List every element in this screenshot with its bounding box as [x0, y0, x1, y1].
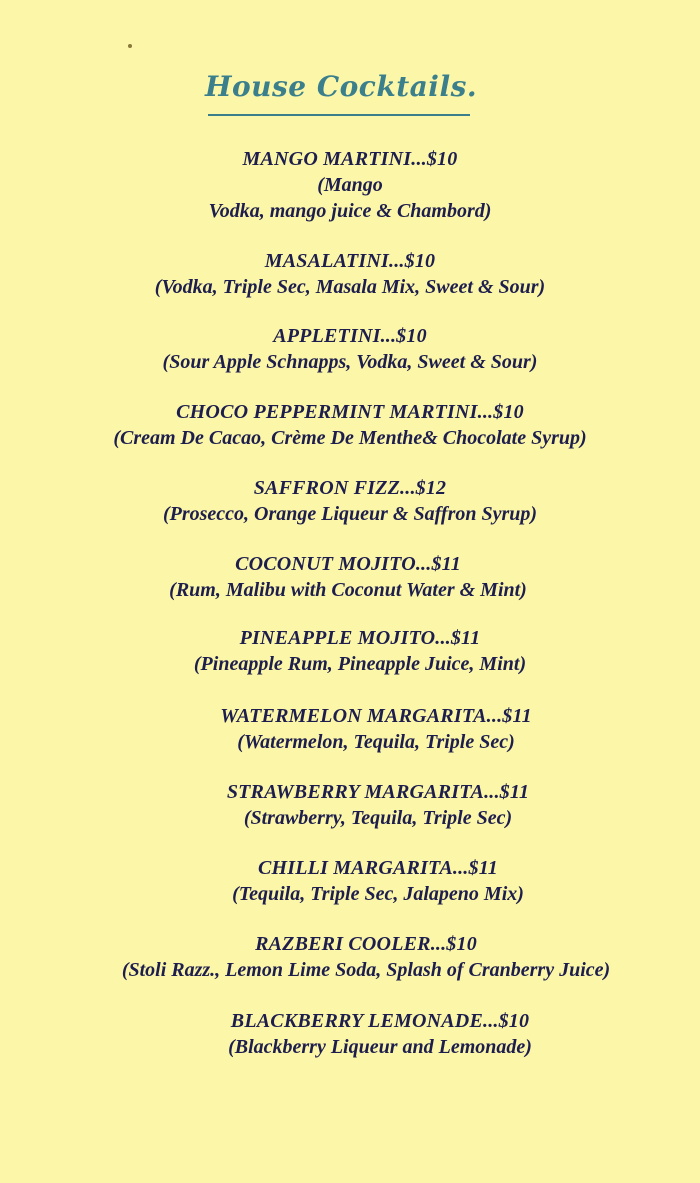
item-description: (Watermelon, Tequila, Triple Sec) — [237, 731, 515, 753]
item-description: (Mango — [317, 174, 383, 196]
item-description: (Pineapple Rum, Pineapple Juice, Mint) — [193, 653, 527, 675]
item-description: (Tequila, Triple Sec, Jalapeno Mix) — [232, 883, 524, 905]
menu-item-chilli-margarita — [28, 855, 700, 907]
menu-item-mango-martini — [0, 146, 700, 224]
item-name: CHOCO PEPPERMINT MARTINI...$10 — [176, 401, 524, 423]
item-description: (Rum, Malibu with Coconut Water & Mint) — [169, 579, 527, 601]
menu-item-saffron-fizz — [0, 475, 700, 527]
item-description: (Prosecco, Orange Liqueur & Saffron Syrup) — [162, 503, 538, 525]
item-description: Vodka, mango juice & Chambord) — [208, 200, 492, 222]
title-underline — [208, 114, 470, 116]
menu-item-masalatini — [0, 248, 700, 300]
item-description: (Vodka, Triple Sec, Masala Mix, Sweet & Sour) — [154, 276, 546, 298]
item-name: BLACKBERRY LEMONADE...$10 — [230, 1010, 530, 1032]
menu-item-appletini — [0, 323, 700, 375]
menu-item-strawberry-margarita — [28, 779, 700, 831]
menu-title: House Cocktails. — [205, 70, 478, 103]
item-description: (Cream De Cacao, Crème De Menthe& Chocolate Syrup) — [113, 427, 587, 449]
item-description: (Strawberry, Tequila, Triple Sec) — [243, 807, 513, 829]
item-name: WATERMELON MARGARITA...$11 — [220, 705, 532, 727]
menu-item-choco-peppermint-martini — [0, 399, 700, 451]
menu-item-blackberry-lemonade — [30, 1008, 700, 1060]
menu-item-watermelon-margarita — [26, 703, 700, 755]
menu-item-coconut-mojito — [0, 551, 698, 603]
item-name: PINEAPPLE MOJITO...$11 — [239, 627, 481, 649]
item-name: RAZBERI COOLER...$10 — [255, 933, 477, 955]
item-name: SAFFRON FIZZ...$12 — [253, 477, 447, 499]
paper-speck — [128, 44, 132, 48]
item-name: MANGO MARTINI...$10 — [242, 148, 458, 170]
title-block — [205, 70, 478, 104]
item-description: (Sour Apple Schnapps, Vodka, Sweet & Sour) — [162, 351, 538, 373]
item-name: MASALATINI...$10 — [264, 250, 436, 272]
item-name: STRAWBERRY MARGARITA...$11 — [226, 781, 530, 803]
item-name: COCONUT MOJITO...$11 — [235, 553, 461, 575]
item-name: APPLETINI...$10 — [273, 325, 427, 347]
item-description: (Stoli Razz., Lemon Lime Soda, Splash of Cranberry Juice) — [121, 959, 611, 981]
item-name: CHILLI MARGARITA...$11 — [257, 857, 498, 879]
menu-item-razberi-cooler — [16, 931, 700, 983]
menu-item-pineapple-mojito — [10, 625, 700, 677]
item-description: (Blackberry Liqueur and Lemonade) — [228, 1036, 532, 1058]
